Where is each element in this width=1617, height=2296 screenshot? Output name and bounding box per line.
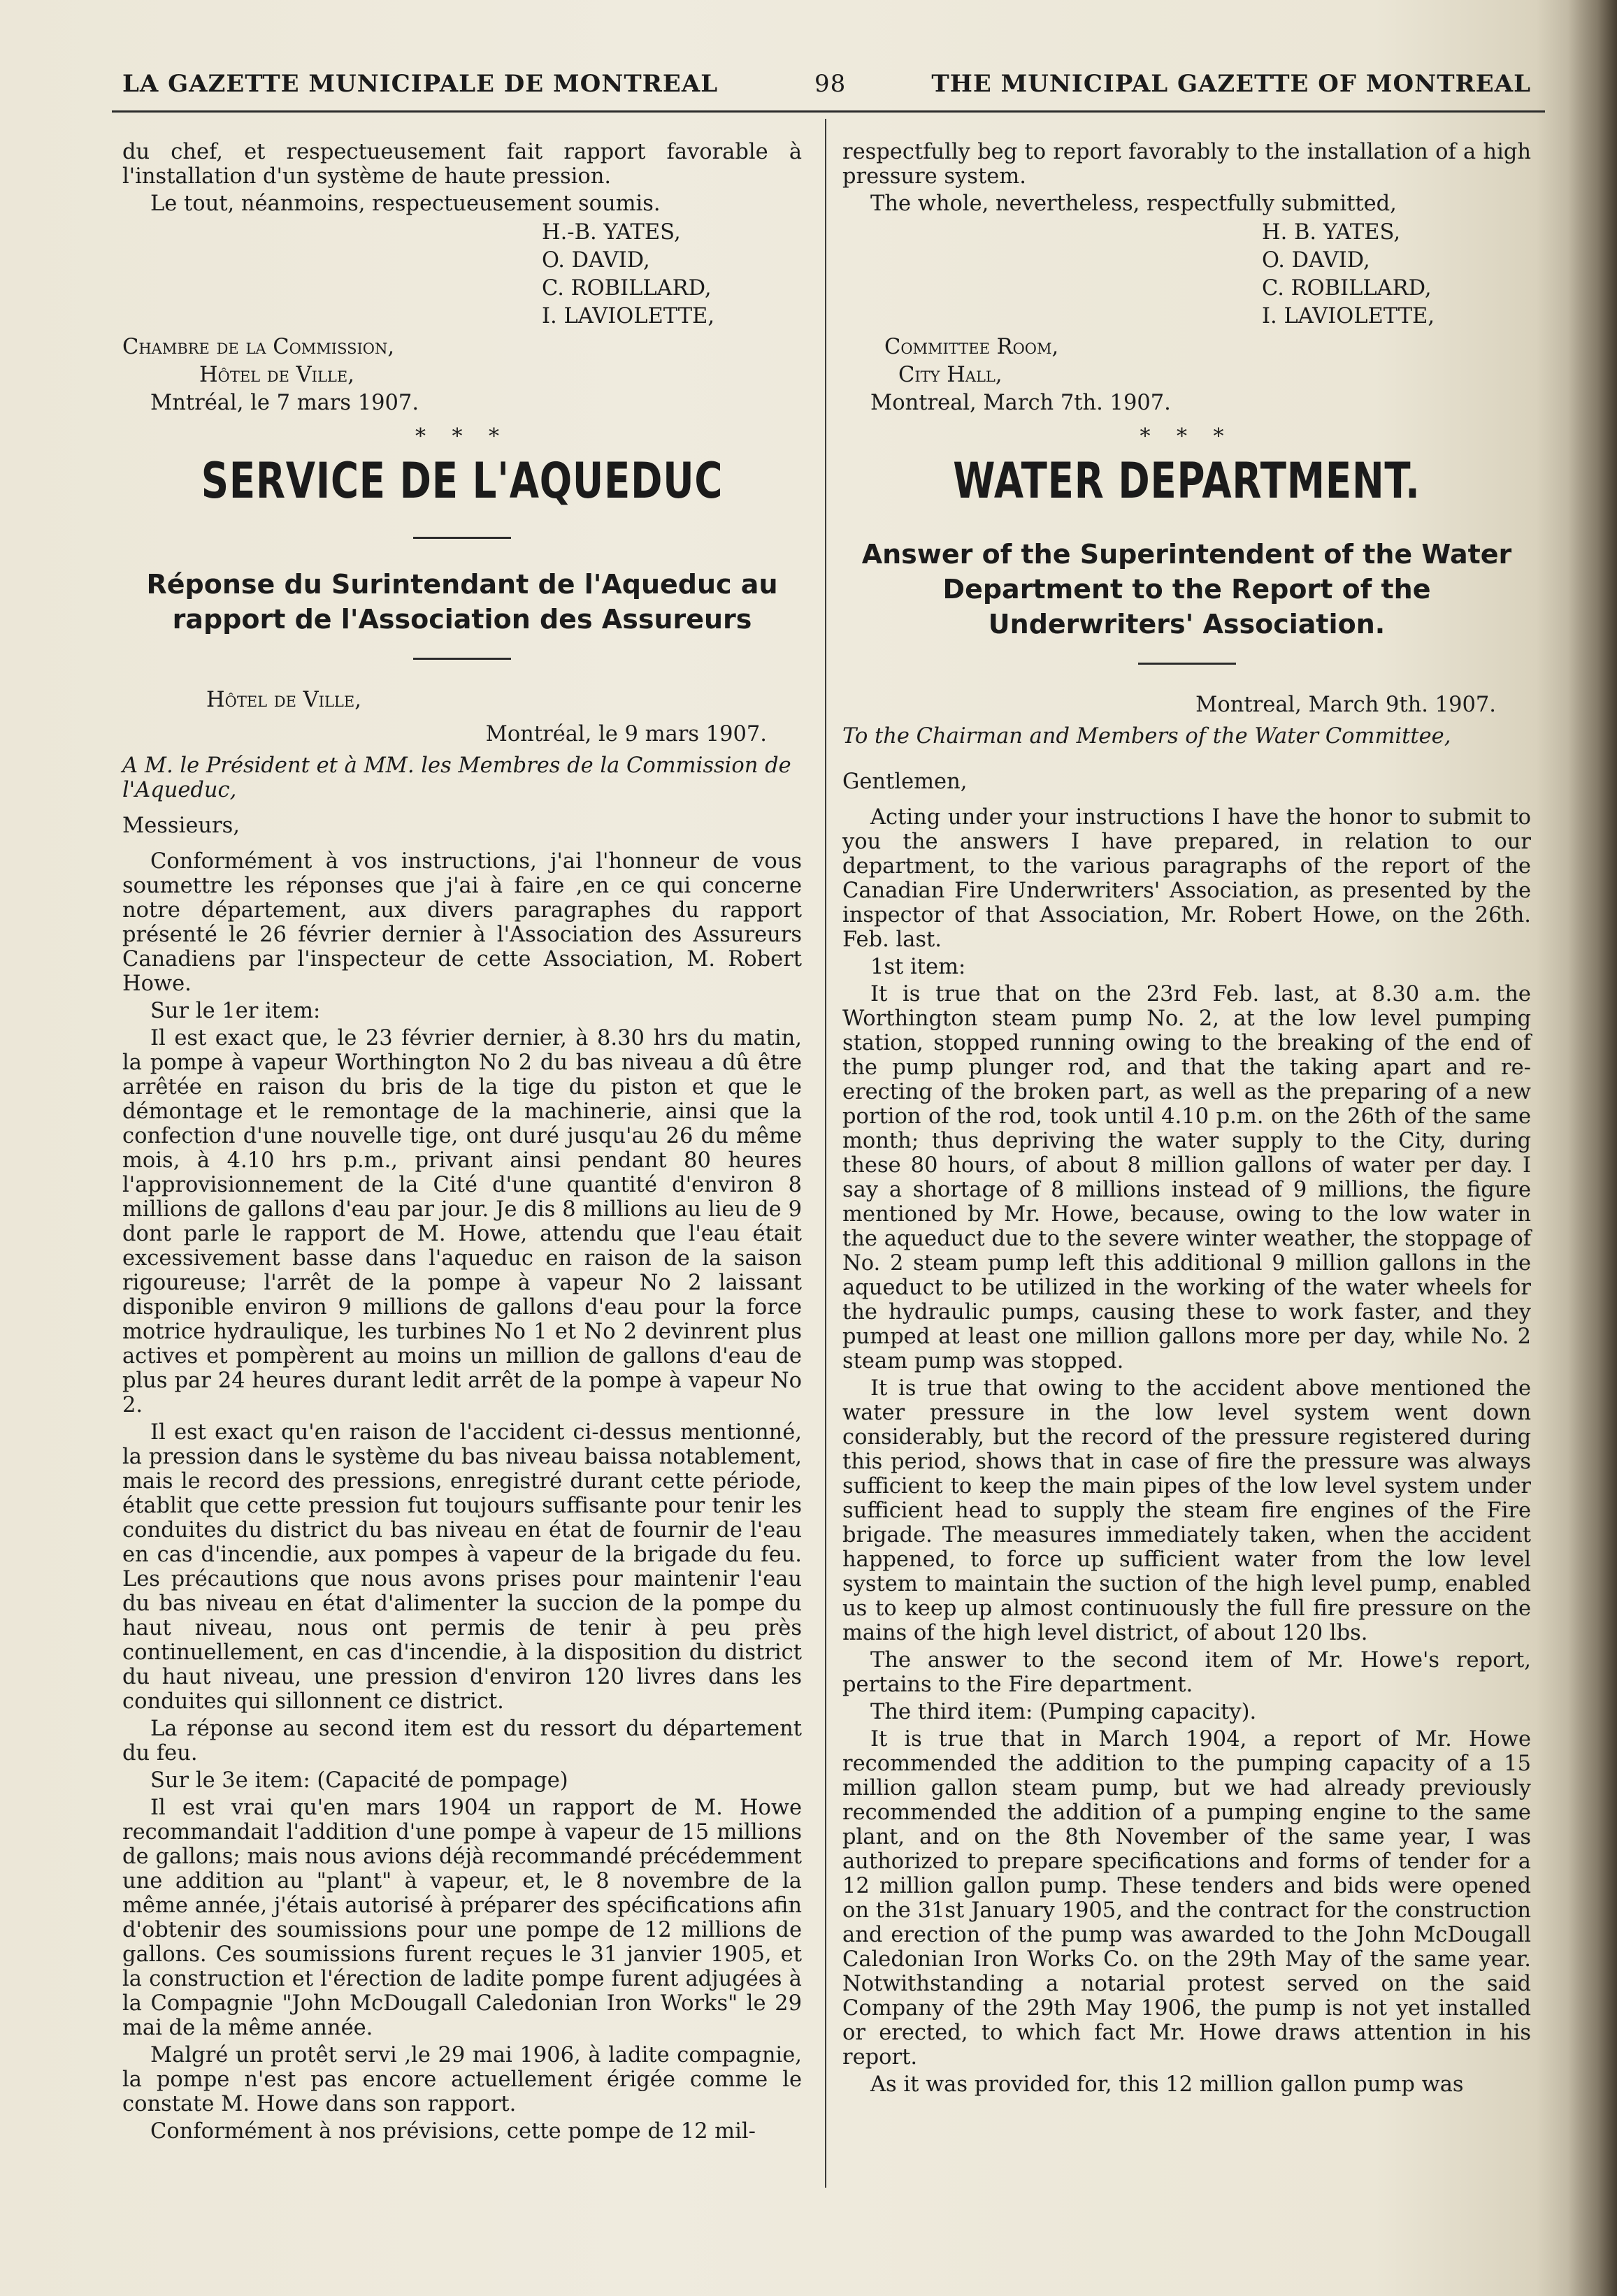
header-left-title: LA GAZETTE MUNICIPALE DE MONTREAL	[122, 70, 719, 98]
signature: C. ROBILLARD,	[542, 276, 712, 301]
place-line: Hôtel de Ville,	[199, 363, 354, 387]
short-rule	[1138, 663, 1236, 665]
greeting: Gentlemen,	[842, 770, 968, 794]
signature: I. LAVIOLETTE,	[1262, 304, 1435, 328]
signature: C. ROBILLARD,	[1262, 276, 1432, 301]
french-column	[122, 140, 802, 2146]
place-date: Montreal, March 7th. 1907.	[870, 391, 1171, 415]
addressee: To the Chairman and Members of the Water Committee,	[842, 724, 1451, 749]
paragraph: 1st item:	[870, 955, 966, 979]
signatures	[542, 219, 802, 331]
paragraph: The answer to the second item of Mr. Howe's report, pertains to the Fire department.	[842, 1648, 1531, 1697]
paragraph: Sur le 3e item: (Capacité de pompage)	[150, 1768, 568, 1793]
closing-text: The whole, nevertheless, respectfully submitted,	[870, 192, 1397, 216]
english-column	[842, 140, 1531, 2100]
closing-text: Le tout, néanmoins, respectueusement soumis.	[150, 192, 661, 216]
department-title: SERVICE DE L'AQUEDUC	[201, 452, 724, 510]
signatures	[1262, 219, 1531, 331]
place-block	[122, 333, 802, 417]
signature: O. DAVID,	[1262, 248, 1370, 273]
place-date: Mntréal, le 7 mars 1907.	[150, 391, 419, 415]
paragraph: It is true that in March 1904, a report of Mr. Howe recommended the addition to the pumping capacity of a 15 million gallon steam pump, but we had already previously recommended the addition of a pumping engine to the same plant, and on the 8th November of the same year, I was authorized to prepare specifications and forms of tender for a 12 million gallon pump. These tenders and bids were opened on the 31st January 1905, and the contract for the construction and erection of the pump was awarded to the John McDougall Caledonian Iron Works Co. on the 29th May of the same year. Notwithstanding a notarial protest served on the said Company of the 29th May 1906, the pump is not yet installed or erected, to which fact Mr. Howe draws attention in his report.	[842, 1727, 1531, 2070]
signature: I. LAVIOLETTE,	[542, 304, 715, 328]
paragraph: La réponse au second item est du ressort du département du feu.	[122, 1717, 802, 1766]
place-line: Committee Room,	[884, 335, 1059, 359]
signature: H.-B. YATES,	[542, 220, 681, 245]
paragraph: Il est exact qu'en raison de l'accident ci-dessus mentionné, la pression dans le système du bas niveau baissa notablement, mais le record des pressions, enregistré durant cette période, établit que cette pression fut toujours suffisante pour tenir les conduites du district du bas niveau en état de fournir de l'eau en cas d'incendie, aux pompes à vapeur de la brigade du feu. Les précautions que nous avons prises pour maintenir l'eau du bas niveau en état d'alimenter la succion de la pompe du haut niveau, nous ont permis de tenir à peu près continuellement, en cas d'incendie, à la disposition du district du haut niveau, une pression d'environ 120 livres dans les conduites qui sillonnent ce district.	[122, 1420, 802, 1714]
greeting: Messieurs,	[122, 814, 240, 838]
paragraph: Malgré un protêt servi ,le 29 mai 1906, à ladite compagnie, la pompe n'est pas encore actuellement érigée comme le constate M. Howe dans son rapport.	[122, 2043, 802, 2116]
place-line: City Hall,	[898, 363, 1002, 387]
paragraph: Acting under your instructions I have the honor to submit to you the answers I have prepared, in relation to our department, to the various paragraphs of the report of the Canadian Fire Underwriters' Association, as presented by the inspector of that Association, Mr. Robert Howe, on the 26th. Feb. last.	[842, 805, 1531, 952]
paragraph: It is true that on the 23rd Feb. last, at 8.30 a.m. the Worthington steam pump No. 2, at the low level pumping station, stopped running owing to the breaking of the end of the pump plunger rod, and that the taking apart and re-erecting of the broken part, as well as the preparing of a new portion of the rod, took until 4.10 p.m. on the 26th of the same month; thus depriving the water supply to the City, during these 80 hours, of about 8 million gallons of water per day. I say a shortage of 8 millions instead of 9 millions, the figure mentioned by Mr. Howe, because, owing to the low water in the aqueduct due to the severe winter weather, the stoppage of No. 2 steam pump left this additional 9 million gallons in the aqueduct to be utilized in the working of the water wheels for the hydraulic pumps, causing these to work faster, and they pumped at least one million gallons more per day, while No. 2 steam pump was stopped.	[842, 982, 1531, 1373]
paragraph: Il est vrai qu'en mars 1904 un rapport de M. Howe recommandait l'addition d'une pompe à vapeur de 15 millions de gallons; mais nous avions déjà recommandé précédemment une addition au "plant" à vapeur, et, le 8 novembre de la même année, j'étais autorisé à préparer des spécifications afin d'obtenir des soumissions pour une pompe de 12 millions de gallons. Ces soumissions furent reçues le 31 janvier 1905, et la construction et l'érection de ladite pompe furent adjugées à la Compagnie "John McDougall Caledonian Iron Works" le 29 mai de la même année.	[122, 1796, 802, 2040]
paragraph: As it was provided for, this 12 million gallon pump was	[870, 2072, 1464, 2097]
subheading: Réponse du Surintendant de l'Aqueduc au rapport de l'Association des Assureurs	[146, 569, 778, 635]
place-line: Chambre de la Commission,	[122, 335, 395, 359]
intro-text: du chef, et respectueusement fait rapport favorable à l'installation d'un système de haute pression.	[122, 140, 802, 189]
page-header	[122, 70, 1531, 112]
addressee: A M. le Président et à MM. les Membres de la Commission de l'Aqueduc,	[122, 753, 791, 802]
short-rule	[413, 658, 511, 660]
page-edge-shadow	[1568, 0, 1617, 2296]
place-block	[842, 333, 1531, 417]
intro-text: respectfully beg to report favorably to the installation of a high pressure system.	[842, 140, 1531, 189]
department-title: WATER DEPARTMENT.	[953, 452, 1421, 510]
signature: H. B. YATES,	[1262, 220, 1401, 245]
paragraph: Il est exact que, le 23 février dernier, à 8.30 hrs du matin, la pompe à vapeur Worthington No 2 du bas niveau a dû être arrêtée en raison du bris de la tige du piston et que le démontage et le remontage de la machinerie, ainsi que la confection d'une nouvelle tige, ont duré jusqu'au 26 du même mois, à 4.10 hrs p.m., privant ainsi pendant 80 heures l'approvisionnement de la Cité d'une quantité d'environ 8 millions de gallons d'eau par jour. Je dis 8 millions au lieu de 9 dont parle le rapport de M. Howe, attendu que l'eau était excessivement basse dans l'aqueduc en raison de la saison rigoureuse; l'arrêt de la pompe à vapeur No 2 laissant disponible environ 9 millions de gallons d'eau pour la force motrice hydraulique, les turbines No 1 et No 2 devinrent plus actives et pompèrent au moins un million de gallons d'eau de plus par 24 heures durant ledit arrêt de la pompe à vapeur No 2.	[122, 1026, 802, 1417]
column-divider	[825, 119, 826, 2188]
paragraph: The third item: (Pumping capacity).	[870, 1700, 1257, 1724]
subheading: Answer of the Superintendent of the Water Department to the Report of the Underwriters' Association.	[861, 539, 1512, 640]
paragraph: It is true that owing to the accident above mentioned the water pressure in the low level system went down considerably, but the record of the pressure registered during this period, shows that in case of fire the pressure was always sufficient to keep the main pipes of the low level system under sufficient head to supply the steam fire engines of the Fire brigade. The measures immediately taken, when the accident happened, to force up sufficient water from the low level system to maintain the suction of the high level pump, enabled us to keep up almost continuously the full fire pressure on the mains of the high level district, of about 120 lbs.	[842, 1376, 1531, 1645]
hotel-de-ville: Hôtel de Ville,	[206, 688, 361, 712]
letter-date: Montréal, le 9 mars 1907.	[485, 722, 767, 746]
signature: O. DAVID,	[542, 248, 650, 273]
separator-stars: * * *	[1140, 424, 1234, 449]
paragraph: Conformément à vos instructions, j'ai l'honneur de vous soumettre les réponses que j'ai à faire ,en ce qui concerne notre département, aux divers paragraphes du rapport présenté le 26 février dernier à l'Association des Assureurs Canadiens par l'inspecteur de cette Association, M. Robert Howe.	[122, 849, 802, 996]
header-rule	[112, 110, 1545, 113]
short-rule	[413, 537, 511, 539]
separator-stars: * * *	[415, 424, 510, 449]
paragraph: Sur le 1er item:	[150, 999, 321, 1023]
page-number: 98	[814, 70, 847, 98]
header-right-title: THE MUNICIPAL GAZETTE OF MONTREAL	[931, 70, 1531, 98]
letter-date: Montreal, March 9th. 1907.	[1195, 693, 1496, 717]
paragraph: Conformément à nos prévisions, cette pompe de 12 mil-	[150, 2119, 756, 2144]
